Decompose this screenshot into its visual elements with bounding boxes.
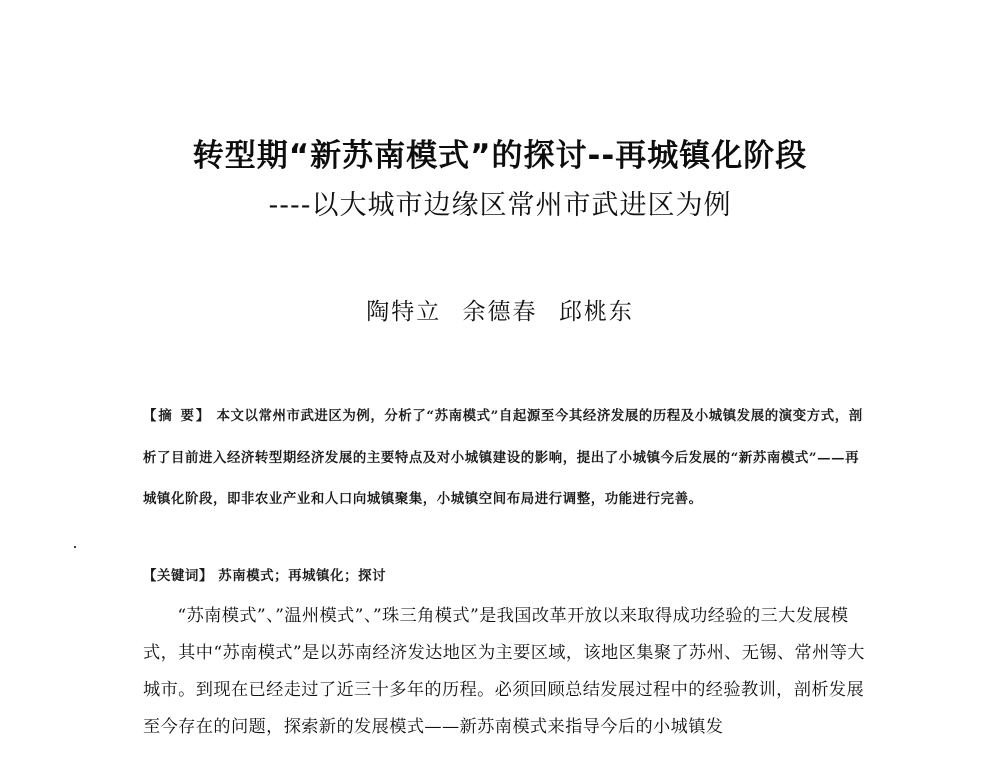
body-paragraph: “苏南模式”、”温州模式”、”珠三角模式”是我国改革开放以来取得成功经验的三大发展模式，其中“苏南模式”是以苏南经济发达地区为主要区域，该地区集聚了苏州、无锡、常州等大城市。到现在已经走过了近三十多年的历程。必须回顾总结发展过程中的经验教训，剖析发展至今存在的问题，探索新的发展模式——新苏南模式来指导今后的小城镇发 [143,606,865,737]
abstract [143,396,863,521]
keywords [143,565,386,584]
abstract-label: 【摘 要】 [143,408,212,424]
author-list [0,293,1000,326]
paper-subtitle: ----以大城市边缘区常州市武进区为例 [268,190,732,221]
paper-title: 转型期“新苏南模式”的探讨--再城镇化阶段 [192,138,808,174]
author-name: 陶特立 [366,299,442,325]
keywords-label: 【关键词】 [143,568,213,584]
abstract-text: 本文以常州市武进区为例，分析了“苏南模式”自起源至今其经济发展的历程及小城镇发展的演变方式，剖析了目前进入经济转型期经济发展的主要特点及对小城镇建设的影响，提出了小城镇今后发展的“新苏南模式”——再城镇化阶段，即非农业产业和人口向城镇聚集，小城镇空间布局进行调整，功能进行完善。 [143,408,863,507]
keywords-text: 苏南模式；再城镇化；探讨 [218,568,387,584]
author-name: 邱桃东 [558,299,634,325]
body-text [143,598,865,746]
scan-speck [74,546,76,548]
author-name: 余德春 [462,299,538,325]
